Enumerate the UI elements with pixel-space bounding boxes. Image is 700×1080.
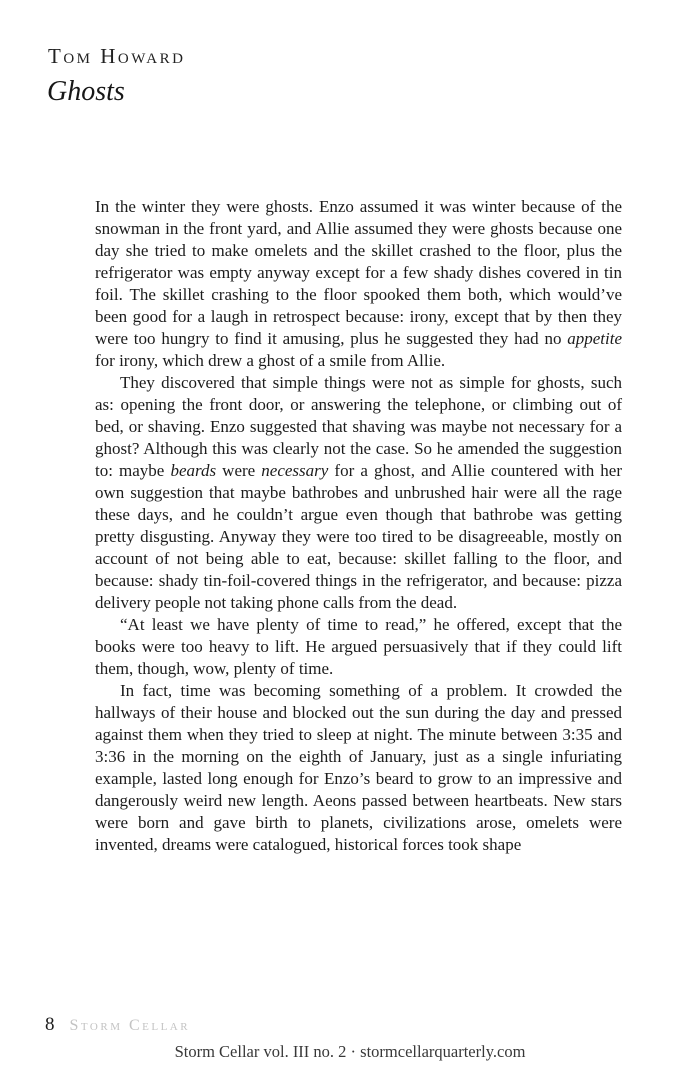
story-body (95, 196, 622, 856)
italic-text-segment: beards (170, 461, 217, 480)
text-segment: for irony, which drew a ghost of a smile from Allie. (95, 351, 446, 370)
imprint-line: Storm Cellar vol. III no. 2 · stormcellarquarterly.com (174, 1042, 526, 1061)
author-name: Tom Howard (48, 44, 186, 68)
text-segment: for a ghost, and Allie countered with her own suggestion that maybe bathrobes and unbrushed hair were all the rage these days, and he couldn’t argue even though that bathrobe was getting pretty disgusting. Anyway they were too tired to be disagreeable, mostly on account of not being able to eat, because: skillet falling to the floor, and because: shady tin-foil-covered things in the refrigerator, and because: pizza delivery people not taking phone calls from the dead. (95, 461, 623, 612)
running-title: Storm Cellar (69, 1017, 191, 1034)
paragraph (95, 614, 622, 680)
page-footer (45, 1014, 190, 1036)
text-segment: In fact, time was becoming something of a problem. It crowded the hallways of their house and blocked out the sun during the day and pressed against them when they tried to sleep at night. The minute between 3:35 and 3:36 in the morning on the eighth of January, just as a single infuriating example, lasted long enough for Enzo’s beard to grow to an impressive and dangerously weird new length. Aeons passed between heartbeats. New stars were born and gave birth to planets, civilizations arose, omelets were invented, dreams were catalogued, historical forces took shape (95, 681, 622, 854)
paragraph (95, 372, 622, 614)
text-segment: They discovered that simple things were not as simple for ghosts, such as: opening the front door, or answering the telephone, or climbing out of bed, or shaving. Enzo suggested that shaving was maybe not necessary for a ghost? Although this was clearly not the case. So he amended the suggestion to: maybe (95, 373, 622, 480)
text-segment: were (216, 461, 262, 480)
paragraph (95, 196, 622, 372)
page-number: 8 (45, 1014, 55, 1035)
text-segment: In the winter they were ghosts. Enzo assumed it was winter because of the snowman in the front yard, and Allie assumed they were ghosts because one day she tried to make omelets and the skillet crashed to the floor, plus the refrigerator was empty anyway except for a few shady dishes covered in tin foil. The skillet crashing to the floor spooked them both, which would’ve been good for a laugh in retrospect because: irony, except that by then they were too hungry to find it amusing, plus he suggested they had no (95, 197, 622, 348)
story-title: Ghosts (47, 76, 125, 107)
paragraph (95, 680, 622, 856)
italic-text-segment: necessary (261, 461, 329, 480)
text-segment: “At least we have plenty of time to read,” he offered, except that the books were too heavy to lift. He argued persuasively that if they could lift them, though, wow, plenty of time. (95, 615, 622, 678)
italic-text-segment: appetite (567, 329, 622, 348)
